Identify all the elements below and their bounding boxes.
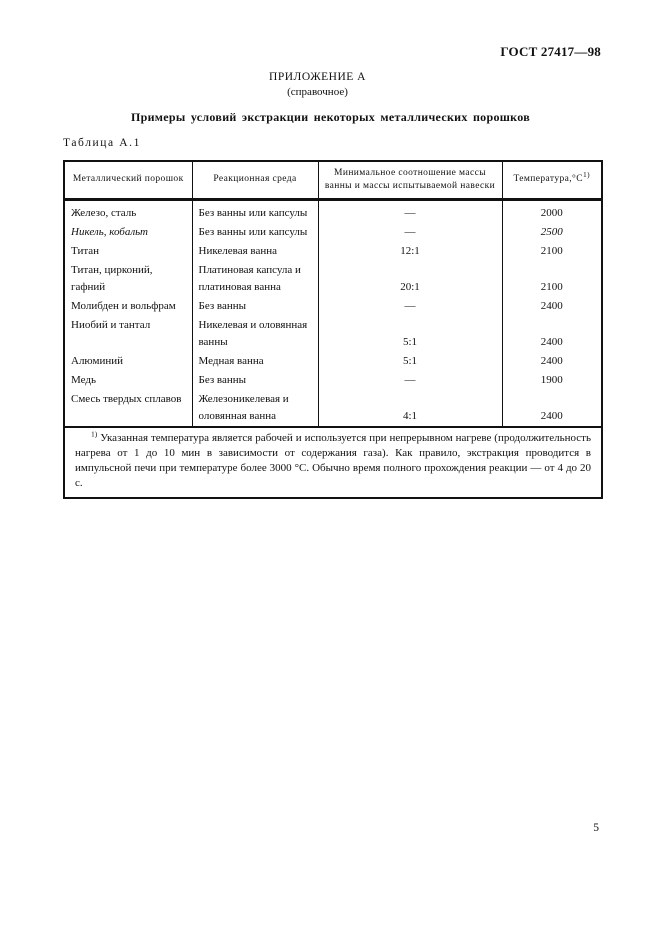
cell-powder: Никель, кобальт [64, 223, 192, 242]
col-header-medium: Реакционная среда [192, 161, 318, 199]
doc-number: ГОСТ 27417—98 [500, 44, 601, 59]
cell-ratio: 4:1 [318, 390, 502, 427]
table-row [64, 297, 602, 316]
table-row [64, 242, 602, 261]
cell-ratio: — [318, 199, 502, 223]
col-header-temperature: $Температура,^\circ С^{1)}$ [502, 161, 602, 199]
table-row [64, 390, 602, 427]
cell-powder: Титан, цирконий, гафний [64, 261, 192, 297]
cell-medium: Никелевая ванна [192, 242, 318, 261]
cell-temperature: 2500 [502, 223, 602, 242]
cell-powder: Титан [64, 242, 192, 261]
cell-temperature: 1900 [502, 371, 602, 390]
cell-powder: Молибден и вольфрам [64, 297, 192, 316]
cell-ratio: 12:1 [318, 242, 502, 261]
cell-temperature: 2400 [502, 297, 602, 316]
table-header [64, 161, 602, 199]
cell-medium: Без ванны [192, 297, 318, 316]
table-body [64, 199, 602, 427]
table-row [64, 371, 602, 390]
cell-medium: Медная ванна [192, 352, 318, 371]
cell-powder: Алюминий [64, 352, 192, 371]
table-label: Таблица А.1 [63, 137, 141, 149]
cell-medium: Железоникелевая и оловянная ванна [192, 390, 318, 427]
table-footnote: $^{1)}$ Указанная температура является рабочей и используется при непрерывном нагреве (продолжительность нагрева от 1 до 10 мин в зависимости от содержания газа). Как правило, экстракция проводится в импульсной печи при температуре более 3000 °С. Обычно время полного прохождения реакции — от 4 до 20 с. [75, 429, 591, 489]
extraction-conditions-table [63, 160, 603, 499]
cell-medium: Без ванны [192, 371, 318, 390]
cell-temperature: 2000 [502, 199, 602, 223]
cell-ratio: 5:1 [318, 352, 502, 371]
cell-temperature: 2100 [502, 242, 602, 261]
footnote-marker: 1) [582, 170, 591, 180]
page-number: 5 [593, 822, 599, 834]
cell-powder: Смесь твердых сплавов [64, 390, 192, 427]
table-row [64, 261, 602, 297]
cell-ratio: 20:1 [318, 261, 502, 297]
cell-ratio: — [318, 297, 502, 316]
table-row [64, 199, 602, 223]
cell-medium: Без ванны или капсулы [192, 223, 318, 242]
cell-temperature: 2400 [502, 352, 602, 371]
cell-ratio: — [318, 371, 502, 390]
cell-powder: Железо, сталь [64, 199, 192, 223]
appendix-title: ПРИЛОЖЕНИЕ А [269, 71, 366, 83]
table-row [64, 316, 602, 352]
cell-medium: Без ванны или капсулы [192, 199, 318, 223]
cell-temperature: 2400 [502, 390, 602, 427]
cell-medium: Платиновая капсула и платиновая ванна [192, 261, 318, 297]
cell-medium: Никелевая и оловянная ванны [192, 316, 318, 352]
cell-temperature: 2400 [502, 316, 602, 352]
table-footnote-section [64, 427, 602, 497]
cell-powder: Ниобий и тантал [64, 316, 192, 352]
appendix-subtitle: (справочное) [287, 86, 348, 98]
cell-temperature: 2100 [502, 261, 602, 297]
col-header-powder: Металлический порошок [64, 161, 192, 199]
footnote-marker: 1) [91, 429, 98, 439]
col-header-ratio: Минимальное соотношение массы ванны и массы испытываемой навески [318, 161, 502, 199]
cell-powder: Медь [64, 371, 192, 390]
cell-ratio: — [318, 223, 502, 242]
page-title: Примеры условий экстракции некоторых металлических порошков [130, 110, 531, 124]
cell-ratio: 5:1 [318, 316, 502, 352]
table-row [64, 223, 602, 242]
table-row [64, 352, 602, 371]
